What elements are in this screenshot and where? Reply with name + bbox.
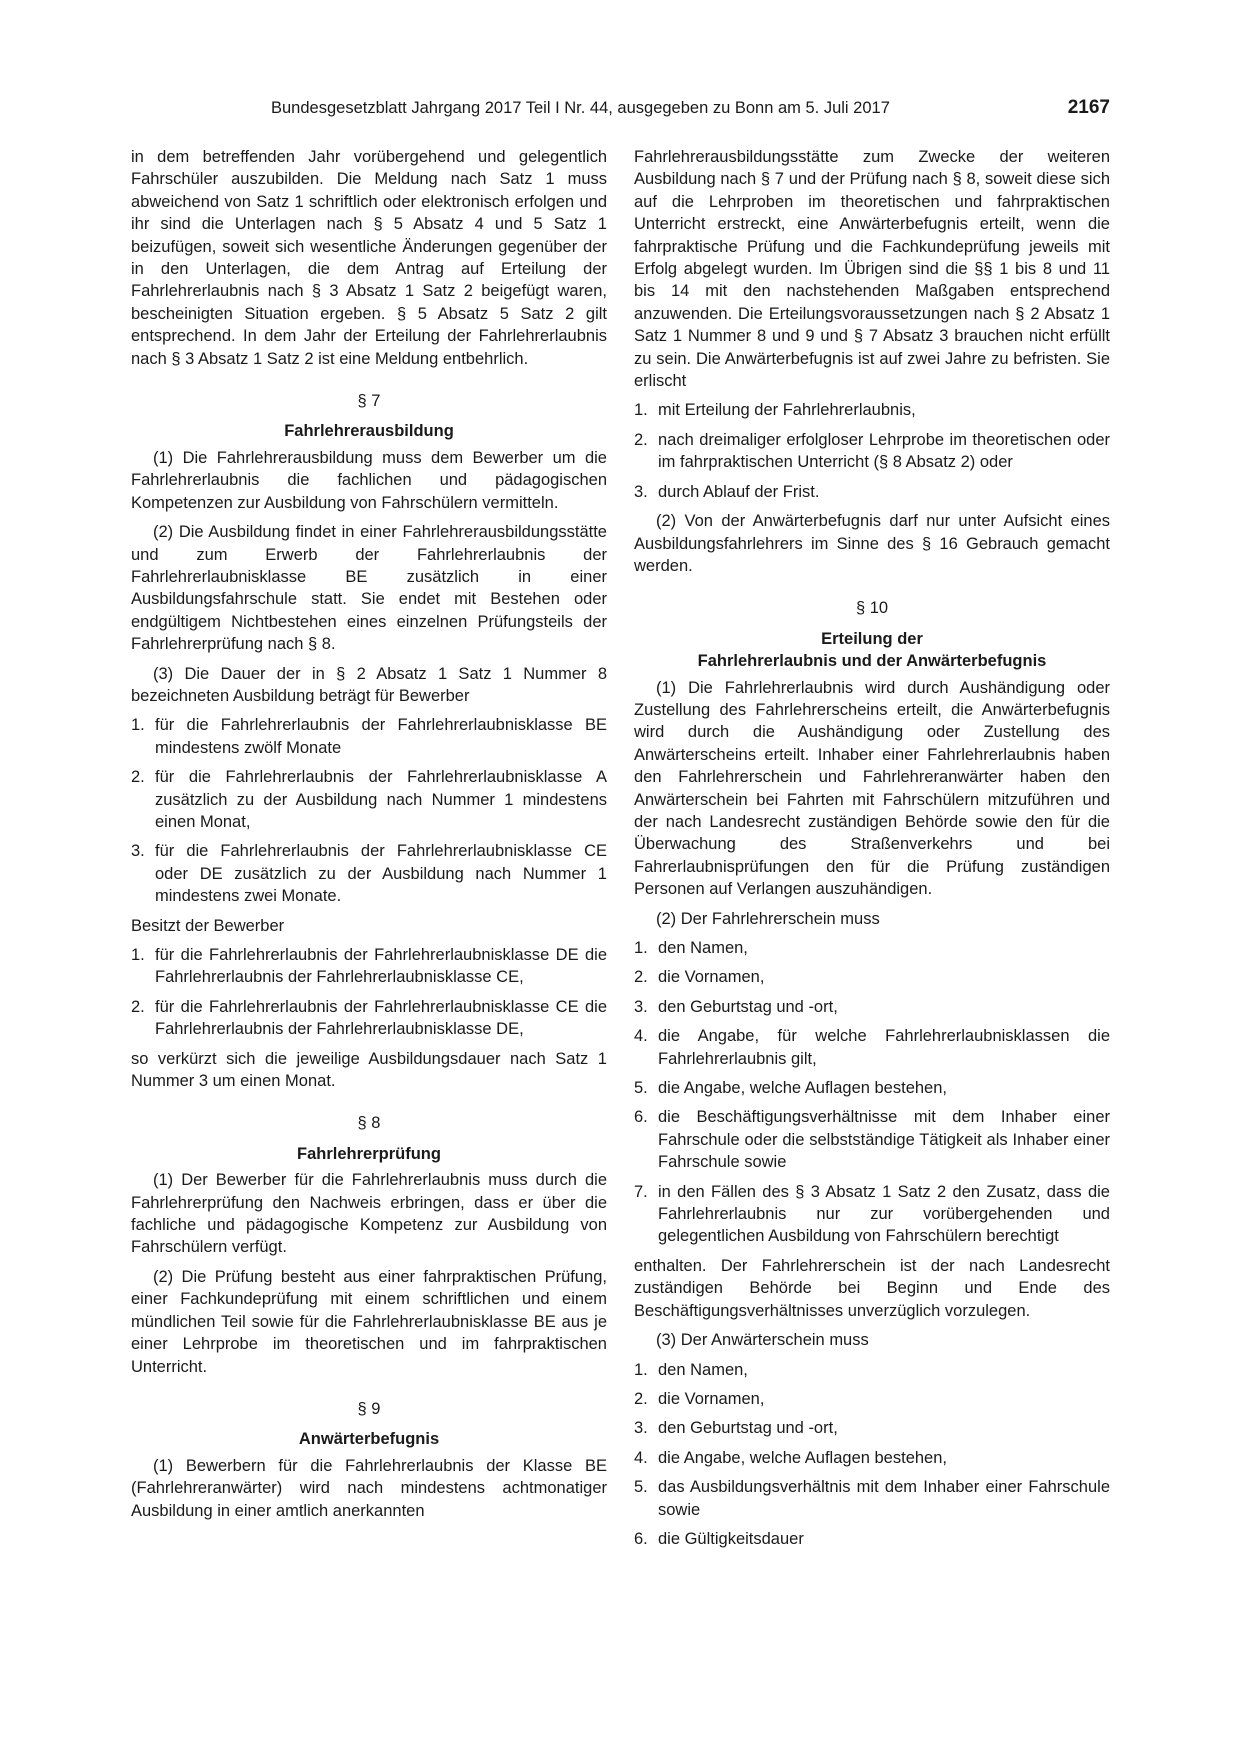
list-item [634, 1077, 1110, 1099]
list-number: 5. [634, 1478, 648, 1497]
paragraph: (2) Die Prüfung besteht aus einer fahrpraktischen Prüfung, einer Fachkundeprüfung mit einem schriftlichen und einem mündlichen Teil sowie für die Fahrlehrerlaubnisklasse BE aus je einer Lehrprobe im theoretischen und im fahrpraktischen Unterricht. [131, 1267, 607, 1376]
list-number: 3. [131, 842, 145, 861]
list-number: 3. [634, 997, 648, 1016]
list-item [634, 1359, 1110, 1381]
section-number: § 8 [357, 1114, 381, 1133]
list-number: 1. [634, 939, 648, 957]
list-item [634, 1447, 1110, 1469]
section-number: § 10 [855, 599, 889, 618]
list-item [131, 840, 607, 907]
page-number: 2167 [1067, 97, 1110, 118]
paragraph: (1) Der Bewerber für die Fahrlehrerlaubnis muss durch die Fahrlehrerprüfung den Nachweis erbringen, dass er über die fachliche und pädagogische Kompetenz zur Ausbildung von Fahrschülern verfügt. [131, 1171, 607, 1257]
list-text: die Vornamen, [658, 968, 765, 987]
section-title [634, 628, 1110, 673]
numbered-list [131, 714, 607, 907]
list-item [634, 481, 1110, 503]
section-title: Anwärterbefugnis [298, 1430, 440, 1449]
list-item [634, 399, 1110, 421]
list-number: 1. [634, 1360, 648, 1379]
list-item [634, 1025, 1110, 1070]
list-item [634, 429, 1110, 474]
list-item [634, 996, 1110, 1018]
section-title-line: Erteilung der [821, 629, 923, 648]
list-number: 4. [634, 1448, 648, 1467]
paragraph: Besitzt der Bewerber [131, 916, 285, 935]
section-number: § 7 [357, 392, 381, 411]
list-item [634, 1388, 1110, 1410]
list-text: die Angabe, für welche Fahrlehrerlaubnisklassen die Fahrlehrerlaubnis gilt, [658, 1027, 1110, 1068]
list-item [634, 966, 1110, 988]
paragraph: Fahrlehrerausbildungsstätte zum Zwecke der weiteren Ausbildung nach § 7 und der Prüfung nach § 8, soweit diese sich auf die Lehrproben im theoretischen und fahrpraktischen Unterricht erstreckt, eine Anwärterbefugnis erteilt, wenn die fahrpraktische Prüfung und die Fachkundeprüfung jeweils mit Erfolg abgelegt wurden. Im Übrigen sind die §§ 1 bis 8 und 11 bis 14 mit den nachstehenden Maßgaben entsprechend anzuwenden. Die Erteilungsvoraussetzungen nach § 2 Absatz 1 Satz 1 Nummer 8 und 9 und § 7 Absatz 3 brauchen nicht erfüllt zu sein. Die Anwärterbefugnis ist auf zwei Jahre zu befristen. Sie erlischt [634, 148, 1110, 391]
numbered-list [634, 937, 1110, 1248]
list-number: 2. [634, 430, 648, 449]
list-item [634, 1528, 1110, 1550]
section-title-line: Fahrlehrerlaubnis und der Anwärterbefugnis [697, 652, 1047, 671]
list-text: für die Fahrlehrerlaubnis der Fahrlehrerlaubnisklasse A zusätzlich zu der Ausbildung nach Nummer 1 mindestens einen Monat, [155, 768, 607, 831]
list-item [634, 937, 1110, 959]
list-number: 2. [131, 997, 145, 1016]
header-title: Bundesgesetzblatt Jahrgang 2017 Teil I Nr. 44, ausgegeben zu Bonn am 5. Juli 2017 [271, 99, 890, 117]
paragraph: (3) Die Dauer der in § 2 Absatz 1 Satz 1 Nummer 8 bezeichneten Ausbildung beträgt für Bewerber [131, 664, 607, 705]
list-number: 2. [634, 968, 648, 987]
right-column [634, 146, 1110, 1557]
list-number: 1. [634, 401, 648, 420]
page-header [131, 99, 1110, 125]
list-item [634, 1476, 1110, 1521]
list-text: den Namen, [658, 1360, 748, 1379]
list-number: 2. [131, 768, 145, 787]
list-item [634, 1181, 1110, 1248]
list-text: nach dreimaliger erfolgloser Lehrprobe im theoretischen oder im fahrpraktischen Unterricht (§ 8 Absatz 2) oder [658, 430, 1110, 472]
list-number: 6. [634, 1529, 648, 1548]
section-number: § 9 [357, 1399, 381, 1418]
list-text: in den Fällen des § 3 Absatz 1 Satz 2 den Zusatz, dass die Fahrlehrerlaubnis nur zur vorübergehenden und gelegentlichen Ausbildung von Fahrschülern berechtigt [658, 1182, 1110, 1246]
list-text: den Namen, [658, 939, 748, 957]
list-text: die Angabe, welche Auflagen bestehen, [658, 1448, 947, 1467]
list-text: den Geburtstag und -ort, [658, 1419, 838, 1438]
section-title: Fahrlehrerausbildung [284, 422, 454, 441]
list-item [634, 1106, 1110, 1173]
list-text: für die Fahrlehrerlaubnis der Fahrlehrerlaubnisklasse CE die Fahrlehrerlaubnis der Fahrlehrerlaubnisklasse DE, [155, 997, 607, 1039]
list-item [131, 766, 607, 833]
list-item [634, 1417, 1110, 1439]
list-number: 1. [131, 716, 145, 735]
paragraph: (1) Die Fahrlehrerausbildung muss dem Bewerber um die Fahrlehrerlaubnis die fachlichen und pädagogischen Kompetenzen zur Ausbildung von Fahrschülern vermitteln. [131, 448, 607, 512]
list-text: die Vornamen, [658, 1389, 765, 1408]
list-text: die Angabe, welche Auflagen bestehen, [658, 1079, 947, 1098]
list-number: 5. [634, 1079, 648, 1098]
paragraph: (3) Der Anwärterschein muss [656, 1331, 869, 1350]
list-item [131, 996, 607, 1041]
list-text: den Geburtstag und -ort, [658, 997, 838, 1016]
list-number: 2. [634, 1389, 648, 1408]
list-text: mit Erteilung der Fahrlehrerlaubnis, [658, 401, 916, 420]
list-text: für die Fahrlehrerlaubnis der Fahrlehrerlaubnisklasse BE mindestens zwölf Monate [155, 716, 607, 757]
list-text: für die Fahrlehrerlaubnis der Fahrlehrerlaubnisklasse DE die Fahrlehrerlaubnis der Fahrlehrerlaubnisklasse CE, [155, 946, 607, 987]
paragraph: (2) Der Fahrlehrerschein muss [656, 909, 880, 928]
paragraph: (1) Die Fahrlehrerlaubnis wird durch Aushändigung oder Zustellung des Fahrlehrerscheins erteilt, die Anwärterbefugnis wird durch die Aushändigung oder Zustellung des Anwärterscheins erteilt. Inhaber einer Fahrlehrerlaubnis haben den Fahrlehrerschein und Fahrlehreranwärter haben den Anwärterschein bei Fahrten mit Fahrschülern mitzuführen und der nach Landesrecht zuständigen Behörde sowie den für die Überwachung des Straßenverkehrs und bei Fahrerlaubnisprüfungen den für die Prüfung zuständigen Personen auf Verlangen auszuhändigen. [634, 678, 1110, 899]
paragraph: (2) Die Ausbildung findet in einer Fahrlehrerausbildungsstätte und zum Erwerb der Fahrlehrerlaubnis der Fahrlehrerlaubnisklasse BE zusätzlich in einer Ausbildungsfahrschule statt. Sie endet mit Bestehen oder endgültigem Nichtbestehen eines einzelnen Prüfungsteils der Fahrlehrerprüfung nach § 8. [131, 523, 607, 654]
numbered-list [131, 944, 607, 1041]
section-title: Fahrlehrerprüfung [297, 1144, 441, 1163]
list-number: 3. [634, 482, 648, 501]
list-text: das Ausbildungsverhältnis mit dem Inhaber einer Fahrschule sowie [658, 1478, 1110, 1519]
list-text: die Beschäftigungsverhältnisse mit dem Inhaber einer Fahrschule oder die selbstständige Tätigkeit als Inhaber einer Fahrschule sowie [658, 1108, 1110, 1172]
numbered-list [634, 399, 1110, 503]
paragraph: so verkürzt sich die jeweilige Ausbildungsdauer nach Satz 1 Nummer 3 um einen Monat. [131, 1049, 607, 1091]
paragraph: (2) Von der Anwärterbefugnis darf nur unter Aufsicht eines Ausbildungsfahrlehrers im Sinne des § 16 Gebrauch gemacht werden. [634, 512, 1110, 575]
list-text: für die Fahrlehrerlaubnis der Fahrlehrerlaubnisklasse CE oder DE zusätzlich zu der Ausbildung nach Nummer 1 mindestens zwei Monate. [155, 842, 607, 906]
list-number: 6. [634, 1108, 648, 1127]
list-text: die Gültigkeitsdauer [658, 1529, 804, 1548]
paragraph: in dem betreffenden Jahr vorübergehend und gelegentlich Fahrschüler auszubilden. Die Meldung nach Satz 1 muss abweichend von Satz 1 schriftlich oder elektronisch erfolgen und ihr sind die Unterlagen nach § 5 Absatz 4 und 5 Satz 1 beizufügen, soweit sich wesentliche Änderungen gegenüber der in den Unterlagen, die dem Antrag auf Erteilung der Fahrlehrerlaubnis nach § 3 Absatz 1 Satz 2 beigefügt waren, bescheinigten Situation ergeben. § 5 Absatz 5 Satz 2 gilt entsprechend. In dem Jahr der Erteilung der Fahrlehrerlaubnis nach § 3 Absatz 1 Satz 2 ist eine Meldung entbehrlich. [131, 148, 607, 368]
list-number: 7. [634, 1182, 648, 1201]
list-number: 3. [634, 1419, 648, 1438]
numbered-list [634, 1359, 1110, 1551]
paragraph: (1) Bewerbern für die Fahrlehrerlaubnis der Klasse BE (Fahrlehreranwärter) wird nach mindestens achtmonatiger Ausbildung in einer amtlich anerkannten [131, 1456, 607, 1520]
list-item [131, 944, 607, 989]
paragraph: enthalten. Der Fahrlehrerschein ist der nach Landesrecht zuständigen Behörde bei Beginn und Ende des Beschäftigungsverhältnisses unverzüglich vorzulegen. [634, 1256, 1110, 1320]
list-number: 1. [131, 946, 145, 964]
list-number: 4. [634, 1027, 648, 1046]
list-text: durch Ablauf der Frist. [658, 482, 820, 501]
left-column [131, 146, 607, 1529]
list-item [131, 714, 607, 759]
